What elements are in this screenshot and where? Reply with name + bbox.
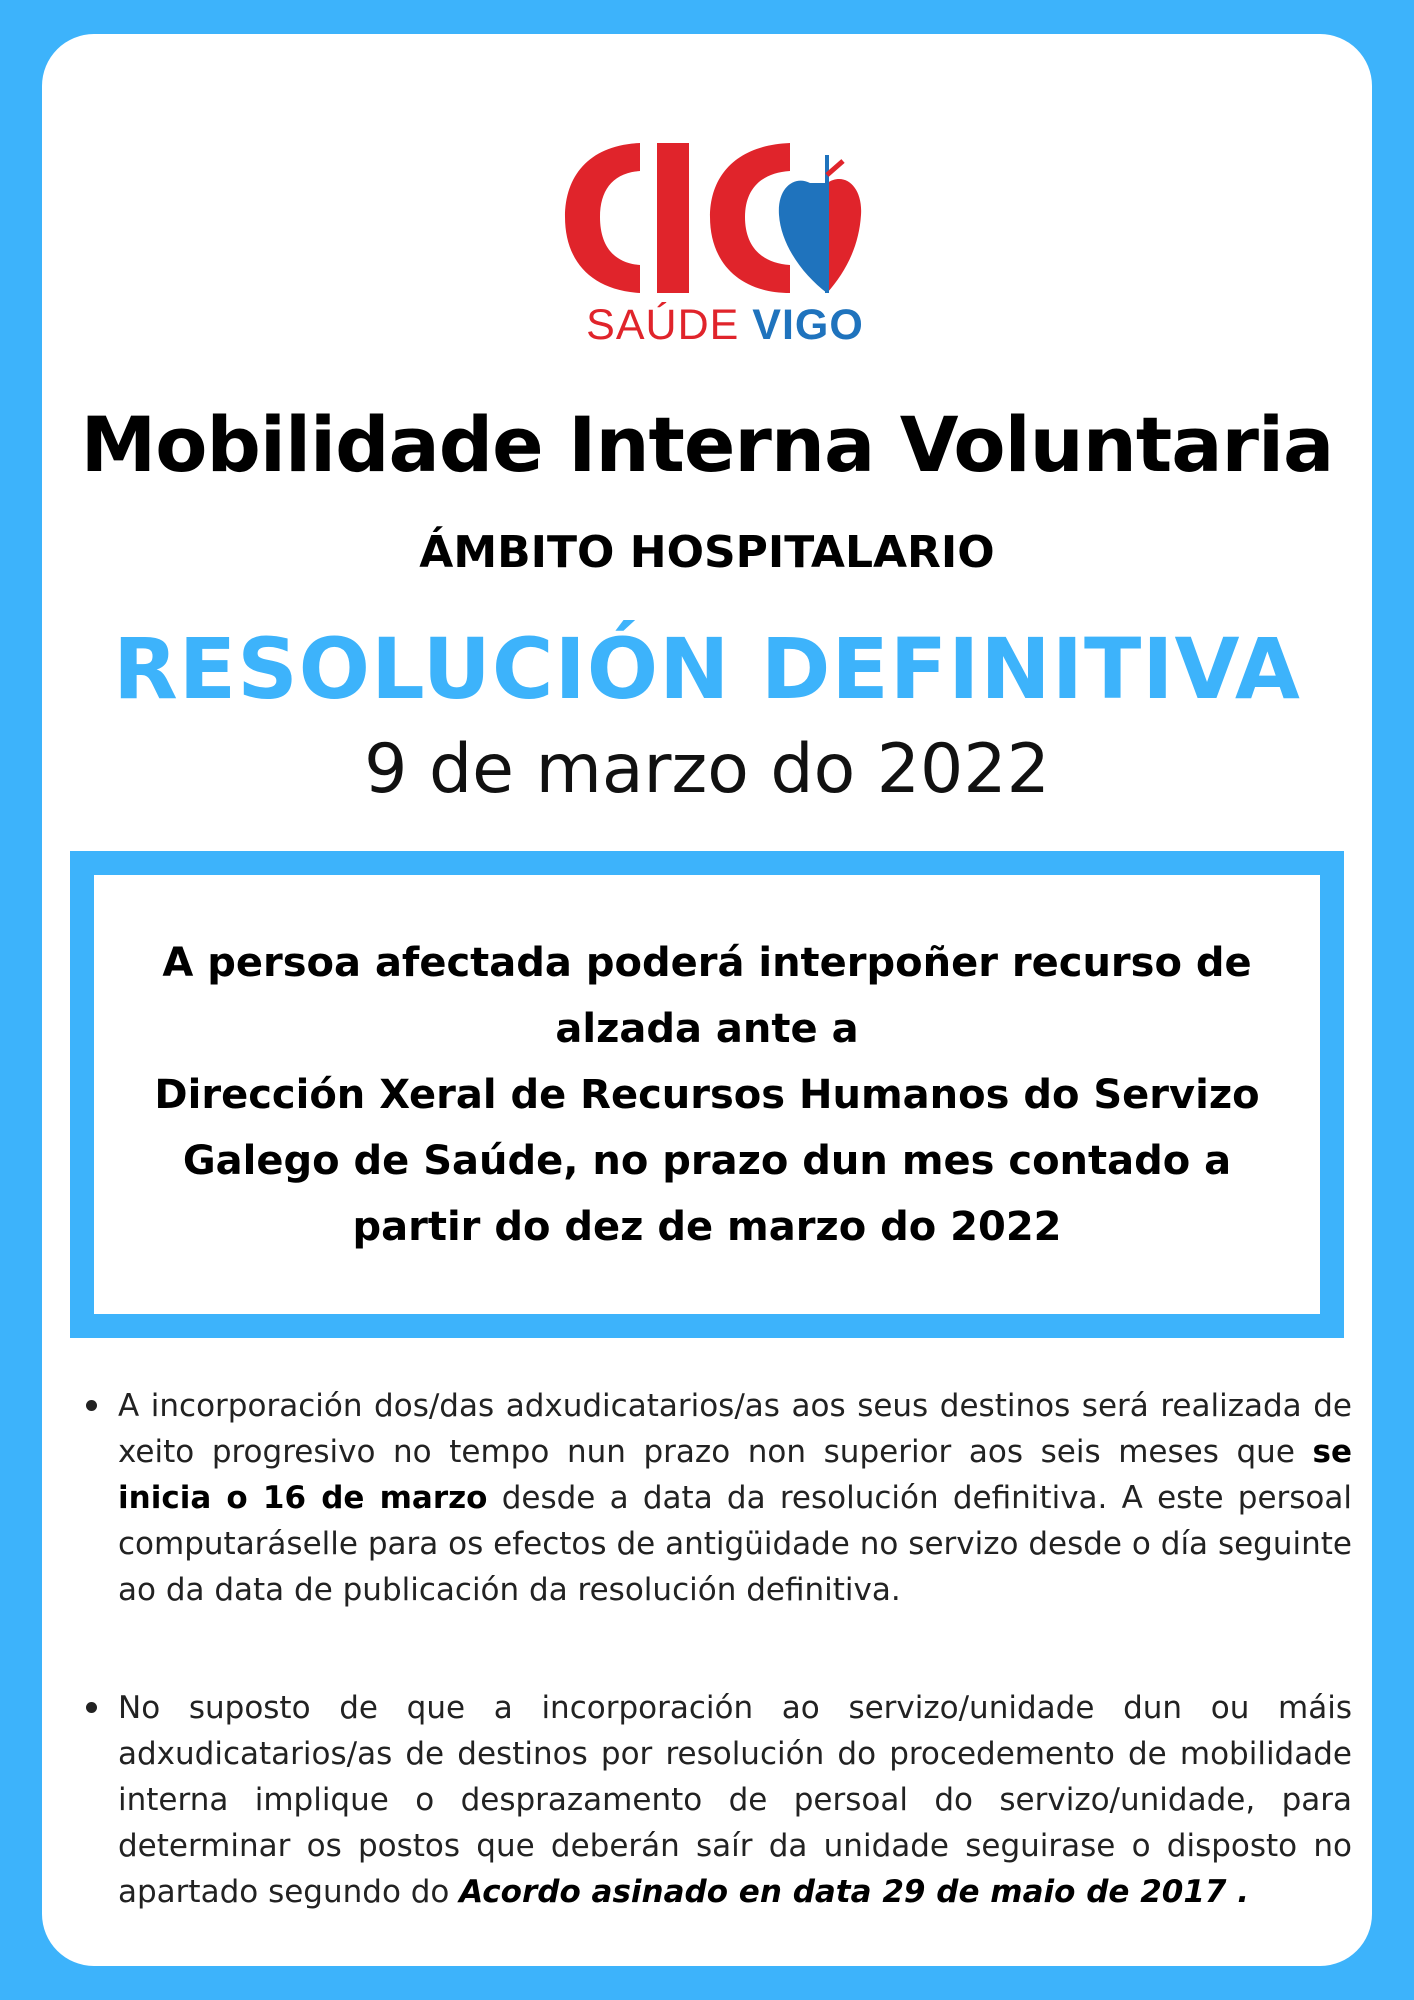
resolution-date: 9 de marzo do 2022 (364, 730, 1050, 809)
bullet-2-text-a: No suposto de que a incorporación ao servizo/unidade dun ou máis adxudicatarios/as de destinos por resolución do procedemento de mobilidade interna implique o desprazamento de persoal do servizo/unidade, para determinar os postos que deberán saír da unidade seguirase o disposto no apartado segundo do (118, 1690, 1352, 1910)
logo-wordmark (545, 301, 905, 350)
cig-saude-vigo-logo (545, 105, 905, 365)
appeal-notice-text (124, 930, 1290, 1260)
appeal-notice-box (70, 851, 1344, 1338)
bullet-icon (86, 1702, 97, 1713)
logo-saude: SAÚDE (586, 301, 740, 349)
notice-line-2: Dirección Xeral de Recursos Humanos do Servizo Galego de Saúde, no prazo dun mes contado a partir do dez de marzo do 2022 (154, 1072, 1260, 1250)
notice-line-1: A persoa afectada poderá interpoñer recurso de alzada ante a (162, 940, 1252, 1052)
list-item (118, 1383, 1352, 1613)
resolution-heading: RESOLUCIÓN DEFINITIVA (113, 620, 1301, 718)
page-subtitle: ÁMBITO HOSPITALARIO (419, 527, 995, 578)
bullet-1-bold: se inicia o 16 de marzo (118, 1434, 1352, 1516)
page-title: Mobilidade Interna Voluntaria (80, 400, 1334, 489)
cig-mark-icon (545, 105, 905, 305)
bullet-1-text-a: A incorporación dos/das adxudicatarios/as aos seus destinos será realizada de xeito progresivo no tempo nun prazo non superior aos seis meses que (118, 1388, 1352, 1470)
logo-vigo: VIGO (752, 301, 864, 349)
bullet-2-bold-italic: Acordo asinado en data 29 de maio de 2017 . (459, 1874, 1250, 1910)
list-item (118, 1685, 1352, 1915)
bullet-1-text-b: desde a data da resolución definitiva. A este persoal computaráselle para os efectos de antigüidade no servizo desde o día seguinte ao da data de publicación da resolución definitiva. (118, 1480, 1352, 1608)
bullet-icon (86, 1400, 97, 1411)
